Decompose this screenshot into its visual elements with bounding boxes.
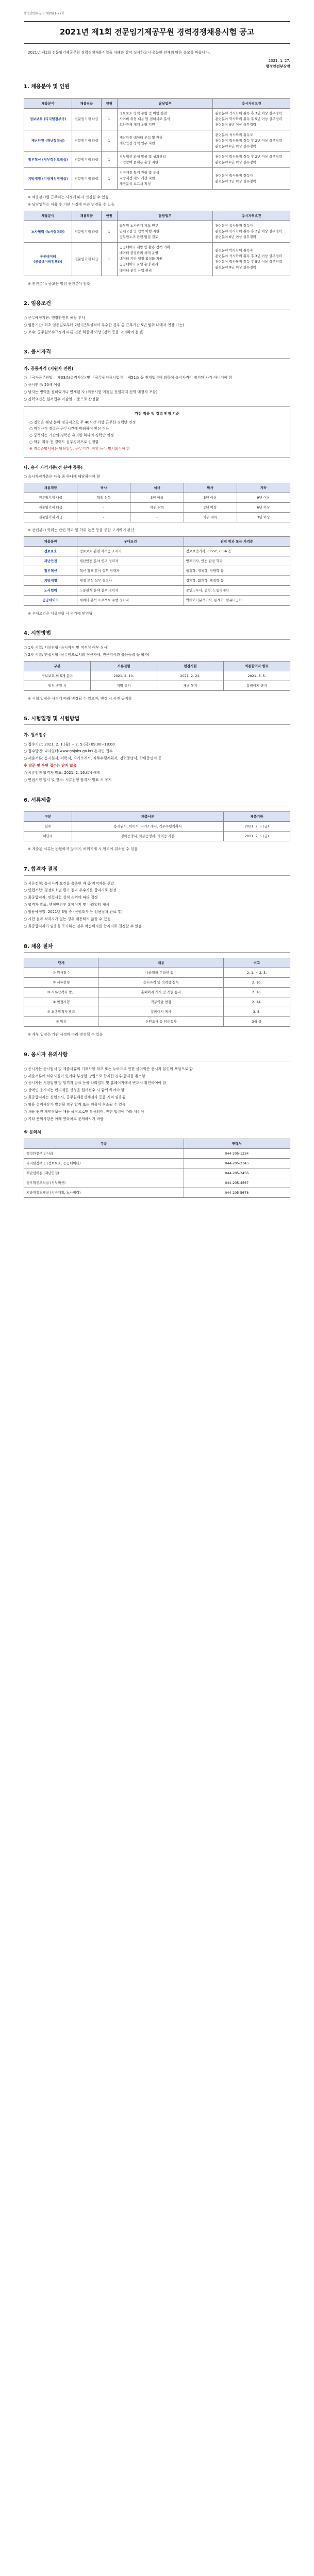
count-cell: 1: [101, 168, 117, 190]
table-row: [24, 1007, 290, 1017]
table-cell: ⑤ 최종합격자 발표: [24, 1007, 98, 1017]
duty-item: 지방재정 제도 개선 지원: [119, 176, 155, 181]
text-line: ○ 면접시험: 평정요소별 평가 결과 우수자를 합격자로 결정: [24, 888, 117, 893]
table-cell: ② 서류전형: [24, 978, 98, 988]
qualification-item: 관련분야 9년 이상 실무경력: [215, 265, 256, 269]
field-cell: 정보보호: [24, 547, 77, 556]
text-line: ○ 「국가공무원법」 제33조(결격사유) 및 「공무원임용시험령」 제51조 등 관계법령에 의하여 응시자격이 정지된 자가 아니어야 함: [24, 376, 233, 380]
field-cell: 지방재정 (지방재정경제실): [24, 168, 72, 190]
table-cell: 9년 이상: [237, 493, 290, 503]
criteria-box: [24, 406, 290, 457]
duty-item: 공공데이터 개방 및 활용 정책 기획: [119, 245, 170, 250]
qualifications-cell: [213, 168, 290, 190]
field-cell: 정부혁신: [24, 566, 77, 576]
recruitment-table: [24, 98, 290, 190]
text-line: ○ 시험 결과 적격자가 없는 경우 채용하지 않을 수 있음: [24, 917, 111, 921]
duty-item: 국민참여 플랫폼 운영 지원: [119, 160, 158, 165]
text-line: ○ 비정규직 경력은 근무시간에 비례하여 환산 적용: [29, 427, 109, 431]
duties-cell: [117, 152, 213, 168]
table-header-row: [24, 483, 290, 493]
duty-item: 사이버 위협 대응 및 침해사고 분석: [119, 116, 170, 121]
table-row: [24, 221, 290, 243]
table-cell: 2021. 2. 5.(금): [223, 822, 290, 832]
text-line: ○ 최종합격자: 면접시험 성적 순위에 따라 결정: [24, 895, 98, 900]
recruitment-table-body: [24, 108, 290, 190]
recruitment-table-continued-body: [24, 221, 290, 276]
table-row: [24, 1148, 290, 1158]
field-cell: 공공데이터 (공공데이터정책과): [24, 243, 72, 276]
table-row: [24, 978, 290, 988]
qualification-item: 관련분야 학사학위 취득 후 2년 이상 실무경력: [215, 138, 282, 143]
announcing-organization: 행정안전부장관: [266, 64, 290, 69]
footnote: ※ 시험 일정은 사정에 따라 변경될 수 있으며, 변경 시 사전 공지함: [28, 696, 132, 701]
table-cell: 2년 이상: [184, 503, 237, 513]
duty-item: 데이터 분석 사업 관리: [119, 268, 152, 273]
table-row: [24, 566, 290, 576]
column-header: 담당업무: [117, 211, 213, 221]
section-heading-documents: 6. 서류제출: [24, 796, 290, 807]
table-cell: 2021. 3. 5.: [224, 671, 290, 681]
column-header: 관련 학과 또는 자격증: [184, 537, 290, 547]
table-row: [24, 681, 290, 690]
table-row: [24, 832, 290, 841]
qualification-item: 관련분야 학사학위 취득 후 5년 이상 실무경력: [215, 116, 282, 121]
field-cell: 정부혁신 (정부혁신조직실): [24, 152, 72, 168]
qualification-item: 관련분야 학사학위 취득 후 5년 이상 실무경력: [215, 259, 282, 264]
qualifications-cell: [213, 152, 290, 168]
table-header-row: [24, 812, 290, 822]
table-row: [24, 1017, 290, 1027]
table-cell: 044-205-3456: [184, 1168, 290, 1178]
section-heading-conditions: 2. 임용조건: [24, 300, 290, 310]
footnote: ※ 제출된 서류는 반환하지 않으며, 허위기재 시 합격이 취소될 수 있음: [28, 847, 138, 852]
table-cell: 정보보호 외 5개 분야: [24, 671, 91, 681]
duty-item: 공공데이터 포털 운영 관리: [119, 262, 158, 267]
table-cell: 전문임기제 라급: [24, 513, 77, 522]
table-row: [24, 822, 290, 832]
table-cell: 일정 변경 시: [24, 681, 91, 690]
column-header: 제출서류: [72, 812, 223, 822]
text-line: ○ 임용기간: 최초 임용일로부터 2년 (근무실적이 우수한 경우 총 근무기간 5년 범위 내에서 연장 가능): [24, 323, 184, 327]
column-header: 응시자격요건: [213, 211, 290, 221]
column-header: 채용분야: [24, 537, 77, 547]
duty-item: 정보보호 정책 수립 및 이행 점검: [119, 111, 167, 115]
qualification-item: 관련분야 3년 이상 실무경력: [215, 179, 256, 183]
text-line: ○ 임용예정일: 2021년 3월 중 (신원조사 등 임용절차 완료 후): [24, 909, 123, 914]
count-cell: 1: [101, 108, 117, 130]
table-row: [24, 596, 290, 605]
column-header: 채용직급: [72, 211, 101, 221]
qualification-item: 관련분야 9년 이상 실무경력: [215, 122, 256, 127]
footnote: ※ 담당업무는 채용 후 기관 사정에 따라 변경될 수 있음: [28, 202, 114, 207]
table-cell: 2. 1. ~ 2. 5.: [223, 968, 290, 978]
text-line: ○ 남자는 병역을 필하였거나 면제된 자 (최종시험 예정일 전일까지 전역 예정자 포함): [24, 390, 158, 395]
column-header: 기타: [237, 483, 290, 493]
table-row: [24, 1188, 290, 1198]
field-cell: 정보보호 (디지털정부국): [24, 108, 72, 130]
column-header: 제출기한: [223, 812, 290, 822]
table-cell: 2. 24.: [223, 997, 290, 1007]
text-line: ○ 임용 결격사유가 발견될 경우 합격 또는 임용이 취소될 수 있음: [24, 1103, 126, 1107]
criteria-box-title: 가점 적용 및 경력 인정 기준: [135, 411, 179, 416]
table-cell: 재난협력실 (재난안전): [24, 1168, 184, 1178]
section-heading-notes: 9. 응시자 유의사항: [24, 1051, 290, 1061]
section-heading-process: 8. 채용 절차: [24, 943, 290, 953]
text-line: ○ 장애인 응시자는 편의제공 신청을 원서접수 시 함께 하여야 함: [24, 1088, 125, 1093]
contact-table: [24, 1139, 290, 1198]
table-row: [24, 152, 290, 168]
text-line: ○ 응시자는 응시원서 및 제출서류의 기재사항 착오 또는 누락으로 인한 불이익은 응시자 본인의 책임으로 함: [24, 1066, 193, 1071]
duty-item: 정부혁신 과제 발굴 및 성과관리: [119, 155, 166, 159]
table-row: [24, 988, 290, 997]
qualifications-cell: [213, 130, 290, 151]
related-cell: 방재기사, 안전 관련 학과: [184, 556, 290, 566]
table-cell: 필수: [24, 822, 72, 832]
table-row: [24, 576, 290, 586]
count-cell: 1: [101, 130, 117, 151]
table-header-row: [24, 958, 290, 968]
table-cell: 2021. 2. 10.: [91, 671, 157, 681]
grade-cell: 전문임기제 다급: [72, 221, 101, 243]
duties-cell: [117, 168, 213, 190]
grade-cell: 전문임기제 다급: [72, 152, 101, 168]
column-header: 구분: [24, 812, 72, 822]
table-row: [24, 1178, 290, 1188]
table-cell: 홈페이지 게시: [98, 1007, 224, 1017]
grade-cell: 전문임기제 나급: [72, 243, 101, 276]
table-row: [24, 586, 290, 596]
text-line: ○ 경력은 해당 분야 정규직으로 주 40시간 이상 근무한 경력만 인정: [29, 420, 136, 425]
table-cell: 3년 이상: [130, 493, 184, 503]
process-table-body: [24, 968, 290, 1027]
preference-cell: 데이터 분석 프로젝트 수행 경력자: [77, 596, 184, 605]
table-row: [24, 243, 290, 276]
text-line: ○ 제출서류에 허위사실이 있거나 부정한 방법으로 합격한 경우 합격을 취소함: [24, 1074, 145, 1078]
qualifications-cell: [213, 221, 290, 243]
table-cell: 2021. 2. 5.(금): [223, 832, 290, 841]
criteria-box-list: [29, 420, 285, 445]
duty-item: 단체교섭 및 협약 이행 지원: [119, 229, 159, 234]
text-line: ○ 접수기간: 2021. 2. 1.(월) ~ 2. 5.(금) 09:00~18:00: [24, 742, 115, 747]
qualification-item: 관련분야 학사학위 취득자: [215, 173, 253, 178]
text-line: ○ 서류전형: 응시자격 요건을 충족한 자 중 적격자를 선발: [24, 881, 114, 886]
table-cell: 전문임기제 다급: [24, 503, 77, 513]
count-cell: 1: [101, 221, 117, 243]
column-header: 면접시험: [157, 661, 224, 671]
footnote: ※ 우대요건은 서류전형 시 평가에 반영됨: [28, 611, 93, 616]
notes-list: [24, 1066, 290, 1122]
table-cell: 학위 취득: [184, 513, 237, 522]
duty-item: 데이터 기반 행정 활성화 지원: [119, 257, 163, 261]
announcement-date: 2021. 1. 27.: [268, 59, 290, 63]
grade-cell: 전문임기제 다급: [72, 130, 101, 151]
table-header-row: [24, 211, 290, 221]
table-row: [24, 1168, 290, 1178]
preference-cell: 혁신 정책 분야 실무 경력자: [77, 566, 184, 576]
table-header-row: [24, 1139, 290, 1148]
table-cell: 해당자: [24, 832, 72, 841]
text-line: ○ 중복되는 기간의 경력은 유리한 하나의 경력만 인정: [29, 433, 114, 438]
application-extra-list: [24, 770, 290, 783]
column-header: 서류전형: [91, 661, 157, 671]
text-line: ○ 응시연령: 20세 이상: [24, 383, 61, 387]
duty-item: 데이터 품질관리 체계 운영: [119, 251, 158, 256]
conditions-list: [24, 315, 290, 335]
qualification-item: 관련분야 박사학위 취득자: [215, 248, 253, 252]
text-line: ○ 근무예정기관: 행정안전부 해당 부서: [24, 315, 85, 320]
table-cell: 홈페이지 게시 및 개별 통지: [98, 988, 224, 997]
qualification-item: 관련분야 6년 이상 실무경력: [215, 235, 256, 240]
documents-table-body: [24, 822, 290, 841]
table-cell: 3월 중: [223, 1017, 290, 1027]
table-header-row: [24, 537, 290, 547]
text-line: ○ 1차 시험: 서류전형 (응시자격 및 적격성 여부 심사): [24, 645, 109, 650]
table-cell: 정부혁신조직실 (정부혁신): [24, 1178, 184, 1188]
table-cell: 응시원서, 이력서, 자기소개서, 직무수행계획서: [72, 822, 223, 832]
table-row: [24, 547, 290, 556]
table-row: [24, 556, 290, 566]
text-line: ○ 최종합격자가 임용을 포기하는 경우 차순위자를 합격자로 결정할 수 있음: [24, 924, 142, 928]
field-cell: 공공데이터: [24, 596, 77, 605]
document-number: 행정안전부공고 제2021-27호: [24, 12, 65, 15]
qualification-item: 관련분야 석사학위 취득 후 3년 이상 실무경력: [215, 253, 282, 258]
table-row: [24, 493, 290, 503]
column-header: 최종합격자 발표: [224, 661, 290, 671]
section-heading-results: 7. 합격자 결정: [24, 866, 290, 876]
table-cell: 디지털정부국 (정보보호, 공공데이터): [24, 1159, 184, 1168]
warning-text: ※ 방문 및 우편 접수는 받지 않음: [24, 764, 77, 768]
table-cell: 3. 5.: [223, 1007, 290, 1017]
field-cell: 재난안전 (재난협력실): [24, 130, 72, 151]
column-header: 박사: [77, 483, 130, 493]
table-row: [24, 1159, 290, 1168]
column-header: 비고: [223, 958, 290, 968]
qualification-item: 관련분야 학사학위 취득 후 2년 이상 실무경력: [215, 229, 282, 234]
count-cell: 1: [101, 243, 117, 276]
table-cell: 개별 통지: [157, 681, 224, 690]
table-row: [24, 968, 290, 978]
text-line: ○ 최종합격자는 신원조사, 공무원채용신체검사 등을 거쳐 임용됨: [24, 1095, 126, 1100]
results-list: [24, 881, 290, 929]
preference-cell: 재정 분석 실무 경력자: [77, 576, 184, 586]
table-cell: 전문임기제 나급: [24, 493, 77, 503]
table-cell: 2021. 2. 24.: [157, 671, 224, 681]
section-heading-eligibility: 3. 응시자격: [24, 348, 290, 359]
footnote: ※ 채용분야별 근무처는 사정에 따라 변경될 수 있음: [28, 195, 109, 200]
footnote: ※ 세부 일정은 기관 사정에 따라 변경될 수 있음: [28, 1032, 103, 1037]
section-heading-recruitment: 1. 채용분야 및 인원: [24, 83, 290, 93]
table-cell: 044-205-5678: [184, 1188, 290, 1198]
table-cell: 학위 취득: [77, 493, 130, 503]
qualification-table-body: [24, 493, 290, 522]
table-row: [24, 671, 290, 681]
column-header: 채용직급: [24, 483, 77, 493]
contact-table-body: [24, 1148, 290, 1197]
table-cell: -: [130, 513, 184, 522]
process-table: [24, 958, 290, 1027]
column-header: 채용분야: [24, 98, 72, 108]
table-row: [24, 108, 290, 130]
duty-item: 재정분석 보고서 작성: [119, 182, 151, 187]
qualification-item: 관련분야 석사학위 취득자: [215, 224, 253, 228]
table-cell: 044-205-4567: [184, 1178, 290, 1188]
table-cell: -: [77, 503, 130, 513]
table-cell: ① 원서접수: [24, 968, 98, 978]
table-cell: 개별 통지: [91, 681, 157, 690]
field-cell: 노사협력 (노사협력과): [24, 221, 72, 243]
application-list: [24, 742, 290, 762]
section-heading-exam-method: 4. 시험방법: [24, 630, 290, 640]
qualification-item: 관련분야 석사학위 취득자: [215, 132, 253, 137]
exam-method-list: [24, 645, 290, 658]
qualifications-cell: [213, 243, 290, 276]
qualification-table: [24, 483, 290, 522]
grade-cell: 전문임기제 라급: [72, 168, 101, 190]
subsection-heading: 나. 응시 자격기준(전 분야 공통): [24, 465, 83, 470]
table-cell: 2. 10.: [223, 978, 290, 988]
field-cell: 재난안전: [24, 556, 77, 566]
table-cell: 044-205-1234: [184, 1148, 290, 1158]
table-header-row: [24, 661, 290, 671]
table-row: [24, 168, 290, 190]
table-cell: 나라일터 온라인 접수: [98, 968, 224, 978]
field-cell: 지방재정: [24, 576, 77, 586]
table-cell: 행정안전부 인사과: [24, 1148, 184, 1158]
duty-item: 재난안전 데이터 분석 및 관리: [119, 135, 163, 140]
preference-table: [24, 536, 290, 605]
duties-cell: [117, 108, 213, 130]
qualification-item: 관련분야 6년 이상 실무경력: [215, 160, 256, 165]
table-cell: 신원조사 등 임용절차: [98, 1017, 224, 1027]
column-header: 단계: [24, 958, 98, 968]
duties-cell: [117, 221, 213, 243]
duty-item: 공무원노조 관련 법령 검토: [119, 235, 158, 240]
text-line: ○ 합격자 발표: 행정안전부 홈페이지 및 나라일터 게시: [24, 903, 110, 907]
document-title: 2021년 제1회 전문임기제공무원 경력경쟁채용시험 공고: [24, 21, 290, 43]
column-header: 채용직급: [72, 98, 101, 108]
related-cell: 공인노무사, 법학, 노동경제학: [184, 586, 290, 596]
table-cell: ③ 서류합격자 발표: [24, 988, 98, 997]
field-cell: 노사협력: [24, 586, 77, 596]
text-line: ○ 접수방법: 나라일터(www.gojobs.go.kr) 온라인 접수: [24, 749, 113, 754]
qualification-intro: ○ 응시자격기준은 다음 중 하나에 해당하여야 함: [24, 474, 100, 479]
table-cell: ⑥ 임용: [24, 1017, 98, 1027]
table-cell: 홈페이지 공지: [224, 681, 290, 690]
duty-item: 지방재정 통계 관리 및 분석: [119, 171, 159, 175]
text-line: ○ 보수: 공무원보수규정에 따른 연봉 하한액 이상 (경력 등을 고려하여 결정): [24, 330, 144, 334]
qualification-item: 관련분야 6년 이상 실무경력: [215, 144, 256, 148]
duty-item: 공무원 노사관계 제도 연구: [119, 224, 158, 228]
subsection-heading: 가. 원서접수: [24, 733, 47, 738]
section-heading-schedule: 5. 시험일정 및 시험방법: [24, 715, 290, 725]
criteria-box-tip: ※ 경력증명서에는 담당업무, 근무기간, 직위 등이 명시되어야 함: [29, 446, 130, 451]
text-line: ○ 채용 관련 개인정보는 채용 목적으로만 활용되며, 관련 법령에 따라 처리됨: [24, 1109, 144, 1114]
grade-cell: 전문임기제 나급: [72, 108, 101, 130]
eligibility-list: [24, 375, 290, 402]
column-header: 구분: [24, 661, 91, 671]
table-row: [24, 513, 290, 522]
table-cell: -: [77, 513, 130, 522]
subsection-heading: 가. 공통자격 (지원자 전원): [24, 366, 73, 371]
related-cell: 빅데이터분석기사, 통계학, 컴퓨터공학: [184, 596, 290, 605]
duty-item: 보안관제 체계 운영 지원: [119, 122, 155, 127]
documents-table: [24, 811, 290, 841]
column-header: 우대요건: [77, 537, 184, 547]
qualification-item: 관련분야 학사학위 취득 후 2년 이상 실무경력: [215, 155, 282, 159]
preference-cell: 노동관계 분야 실무 경력자: [77, 586, 184, 596]
table-cell: 044-205-2345: [184, 1159, 290, 1168]
text-line: ○ 학위 취득 전 경력도 실무경력으로 인정함: [29, 440, 99, 445]
related-cell: 정보보안기사, CISSP, CISA 등: [184, 547, 290, 556]
related-cell: 행정학, 정책학, 경영학 등: [184, 566, 290, 576]
text-line: ○ 면접시험 일시 및 장소: 서류전형 합격자 발표 시 공지: [24, 777, 112, 782]
table-cell: 경력증명서, 학위증명서, 자격증 사본: [72, 832, 223, 841]
table-row: [24, 503, 290, 513]
table-cell: 응시자격 및 적격성 심사: [98, 978, 224, 988]
table-cell: 5년 이상: [184, 493, 237, 503]
table-cell: 학위 취득: [130, 503, 184, 513]
table-row: [24, 130, 290, 151]
column-header: 학사: [184, 483, 237, 493]
count-cell: 1: [101, 152, 117, 168]
column-header: 채용분야: [24, 211, 72, 221]
preference-cell: 재난안전 분야 연구 경력자: [77, 556, 184, 566]
text-line: ○ 2차 시험: 면접시험 (공무원으로서의 정신자세, 전문지식과 응용능력 등 평가): [24, 652, 150, 657]
qualifications-cell: [213, 108, 290, 130]
duties-cell: [117, 243, 213, 276]
column-header: 인원: [101, 98, 117, 108]
table-header-row: [24, 98, 290, 108]
exam-schedule-table: [24, 661, 290, 691]
duties-cell: [117, 130, 213, 151]
text-line: ○ 경력요건은 원서접수 마감일 기준으로 산정함: [24, 397, 99, 401]
duty-item: 재난안전 정책 연구 지원: [119, 141, 155, 146]
exam-schedule-table-body: [24, 671, 290, 690]
text-line: ○ 응시자는 시험일정 및 합격자 발표 등을 나라일터 및 홈페이지에서 반드시 확인하여야 함: [24, 1081, 167, 1086]
qualification-item: 관련분야 석사학위 취득 후 3년 이상 실무경력: [215, 111, 282, 115]
contact-heading: ※ 문의처: [24, 1129, 41, 1134]
table-cell: 6년 이상: [237, 503, 290, 513]
table-cell: ④ 면접시험: [24, 997, 98, 1007]
table-row: [24, 997, 290, 1007]
column-header: 담당업무: [117, 98, 213, 108]
column-header: 구분: [24, 1139, 184, 1148]
column-header: 인원: [101, 211, 117, 221]
table-cell: 3년 이상: [237, 513, 290, 522]
text-line: ○ 서류전형 합격자 발표: 2021. 2. 16.(화) 예정: [24, 770, 101, 775]
column-header: 응시자격요건: [213, 98, 290, 108]
table-cell: 지방재정경제실 (지방재정, 노사협력): [24, 1188, 184, 1198]
text-line: ○ 기타 문의사항은 아래 연락처로 문의하시기 바람: [24, 1116, 104, 1121]
related-cell: 경제학, 회계학, 재정학 등: [184, 576, 290, 586]
column-header: 석사: [130, 483, 184, 493]
recruitment-table-continued: [24, 211, 290, 276]
column-header: 내용: [98, 958, 224, 968]
text-line: ○ 제출서류: 응시원서, 이력서, 자기소개서, 직무수행계획서, 경력증명서, 학위증명서 등: [24, 756, 162, 761]
preference-table-body: [24, 547, 290, 605]
preference-cell: 정보보호 관련 자격증 소지자: [77, 547, 184, 556]
table-cell: 2. 16.: [223, 988, 290, 997]
intro-text: 2021년 제1회 전문임기제공무원 경력경쟁채용시험을 아래와 같이 실시하오니 유능한 인재의 많은 응모를 바랍니다.: [28, 50, 210, 55]
table-cell: 직무역량 면접: [98, 997, 224, 1007]
column-header: 연락처: [184, 1139, 290, 1148]
footnote: ※ 관련분야 학위는 관련 학과 및 학위 논문 등을 종합 고려하여 판단: [28, 528, 135, 533]
footnote: ※ 관련분야: 공고문 별첨 관련분야 참조: [28, 281, 90, 286]
